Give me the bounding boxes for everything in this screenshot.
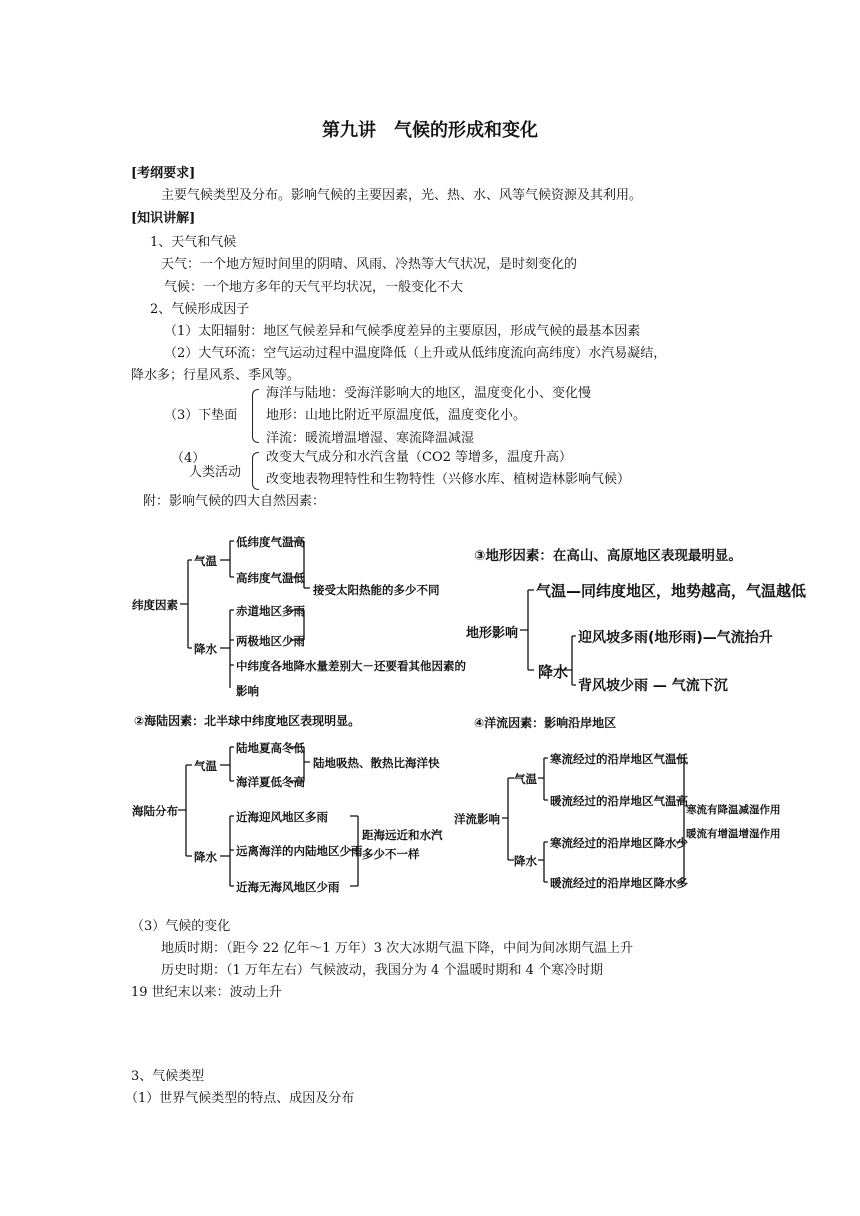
landsea-rain: 降水 <box>194 850 217 864</box>
point-4-heading: 3、气候类型 <box>131 1069 205 1084</box>
landsea-t2: 海洋夏低冬高 <box>236 775 305 789</box>
point-1-heading: 1、天气和气候 <box>150 235 237 250</box>
landsea-head: ②海陆因素：北半球中纬度地区表现明显。 <box>134 714 361 728</box>
factor-solar-radiation: （1）太阳辐射：地区气候差异和气候季度差异的主要原因，形成气候的最基本因素 <box>164 324 641 339</box>
factor-circulation-line2: 降水多；行星风系、季风等。 <box>131 368 301 383</box>
point-3-heading: （3）气候的变化 <box>131 919 231 934</box>
current-r2: 暖流经过的沿岸地区降水多 <box>550 876 688 890</box>
requirements-text: 主要气候类型及分布。影响气候的主要因素，光、热、水、风等气候资源及其利用。 <box>161 188 643 203</box>
brace <box>252 452 259 490</box>
lat-root: 纬度因素 <box>132 598 178 612</box>
landsea-r5: 多少不一样 <box>362 847 420 861</box>
surface-currents: 洋流：暖流增温增湿、寒流降温减湿 <box>266 431 475 446</box>
lat-r1: 赤道地区多雨 <box>236 604 305 618</box>
surface-terrain: 地形：山地比附近平原温度低，温度变化小。 <box>266 408 527 423</box>
lat-r3b: 影响 <box>236 684 259 698</box>
latitude-factor-diagram <box>130 520 466 706</box>
landsea-r1: 近海迎风地区多雨 <box>236 810 328 824</box>
section-heading-requirements: [考纲要求] <box>131 166 196 181</box>
landsea-r2: 远离海洋的内陆地区少雨 <box>236 844 363 858</box>
terrain-head: ③地形因素：在高山、高原地区表现最明显。 <box>474 548 742 564</box>
climate-definition: 气候：一个地方多年的天气平均状况，一般变化不大 <box>164 280 464 295</box>
current-t1: 寒流经过的沿岸地区气温低 <box>550 752 688 766</box>
factor-4-number: （4） <box>171 451 206 466</box>
landsea-t1: 陆地夏高冬低 <box>236 741 305 755</box>
current-temp: 气温 <box>514 772 537 786</box>
lat-t3: 接受太阳热能的多少不同 <box>313 583 440 597</box>
factor-circulation-line1: （2）大气环流：空气运动过程中温度降低（上升或从低纬度流向高纬度）水汽易凝结， <box>164 346 667 361</box>
human-activity-surface: 改变地表物理特性和生物特性（兴修水库、植树造林影响气候） <box>266 472 631 487</box>
brace <box>252 389 259 443</box>
lat-rain: 降水 <box>194 642 217 656</box>
current-rain: 降水 <box>514 854 537 868</box>
current-t2: 暖流经过的沿岸地区气温高 <box>550 794 688 808</box>
landsea-root: 海陆分布 <box>132 804 178 818</box>
factor-underlying-surface-label: （3）下垫面 <box>164 408 238 423</box>
current-root: 洋流影响 <box>454 812 500 826</box>
landsea-temp: 气温 <box>194 759 217 773</box>
current-s2: 暖流有增温增湿作用 <box>686 828 781 840</box>
landsea-r4: 距海远近和水汽 <box>362 828 443 842</box>
terrain-factor-diagram <box>462 540 807 700</box>
lat-r3: 中纬度各地降水量差别大－还要看其他因素的 <box>236 659 466 673</box>
four-factors-note: 附：影响气候的四大自然因素： <box>143 494 326 509</box>
terrain-root: 地形影响 <box>466 626 519 641</box>
land-sea-factor-diagram <box>130 710 460 896</box>
terrain-r1: 迎风坡多雨(地形雨)—气流抬升 <box>578 630 773 646</box>
weather-definition: 天气：一个地方短时间里的阴晴、风雨、冷热等大气状况，是时刻变化的 <box>161 257 578 272</box>
terrain-r2: 背风坡少雨 — 气流下沉 <box>578 678 728 694</box>
landsea-r3: 近海无海风地区少雨 <box>236 880 340 894</box>
current-s1: 寒流有降温减湿作用 <box>686 804 781 816</box>
factor-human-activity-label: 人类活动 <box>189 465 242 480</box>
current-head: ④洋流因素：影响沿岸地区 <box>474 716 617 730</box>
landsea-t3: 陆地吸热、散热比海洋快 <box>313 756 440 770</box>
human-activity-atmosphere: 改变大气成分和水汽含量（CO2 等增多，温度升高） <box>266 450 573 465</box>
lat-t2: 高纬度气温低 <box>236 571 305 585</box>
terrain-rain: 降水 <box>538 663 569 681</box>
lat-temp: 气温 <box>194 554 217 568</box>
terrain-temp: 气温—同纬度地区，地势越高，气温越低 <box>536 582 807 600</box>
recent-change: 19 世纪末以来：波动上升 <box>131 985 282 1000</box>
lat-r2: 两极地区少雨 <box>236 634 305 648</box>
lat-t1: 低纬度气温高 <box>236 535 305 549</box>
page-title: 第九讲 气候的形成和变化 <box>322 120 538 141</box>
climate-types-item-1: （1）世界气候类型的特点、成因及分布 <box>125 1091 355 1106</box>
surface-land-sea: 海洋与陆地：受海洋影响大的地区，温度变化小、变化慢 <box>266 386 592 401</box>
point-2-heading: 2、气候形成因子 <box>150 302 250 317</box>
geologic-period-change: 地质时期：（距今 22 亿年～1 万年）3 次大冰期气温下降，中间为间冰期气温上升 <box>161 941 634 956</box>
section-heading-knowledge: [知识讲解] <box>131 211 196 226</box>
current-r1: 寒流经过的沿岸地区降水少 <box>550 836 688 850</box>
ocean-current-factor-diagram <box>452 710 782 896</box>
historic-period-change: 历史时期：（1 万年左右）气候波动，我国分为 4 个温暖时期和 4 个寒冷时期 <box>161 963 603 978</box>
